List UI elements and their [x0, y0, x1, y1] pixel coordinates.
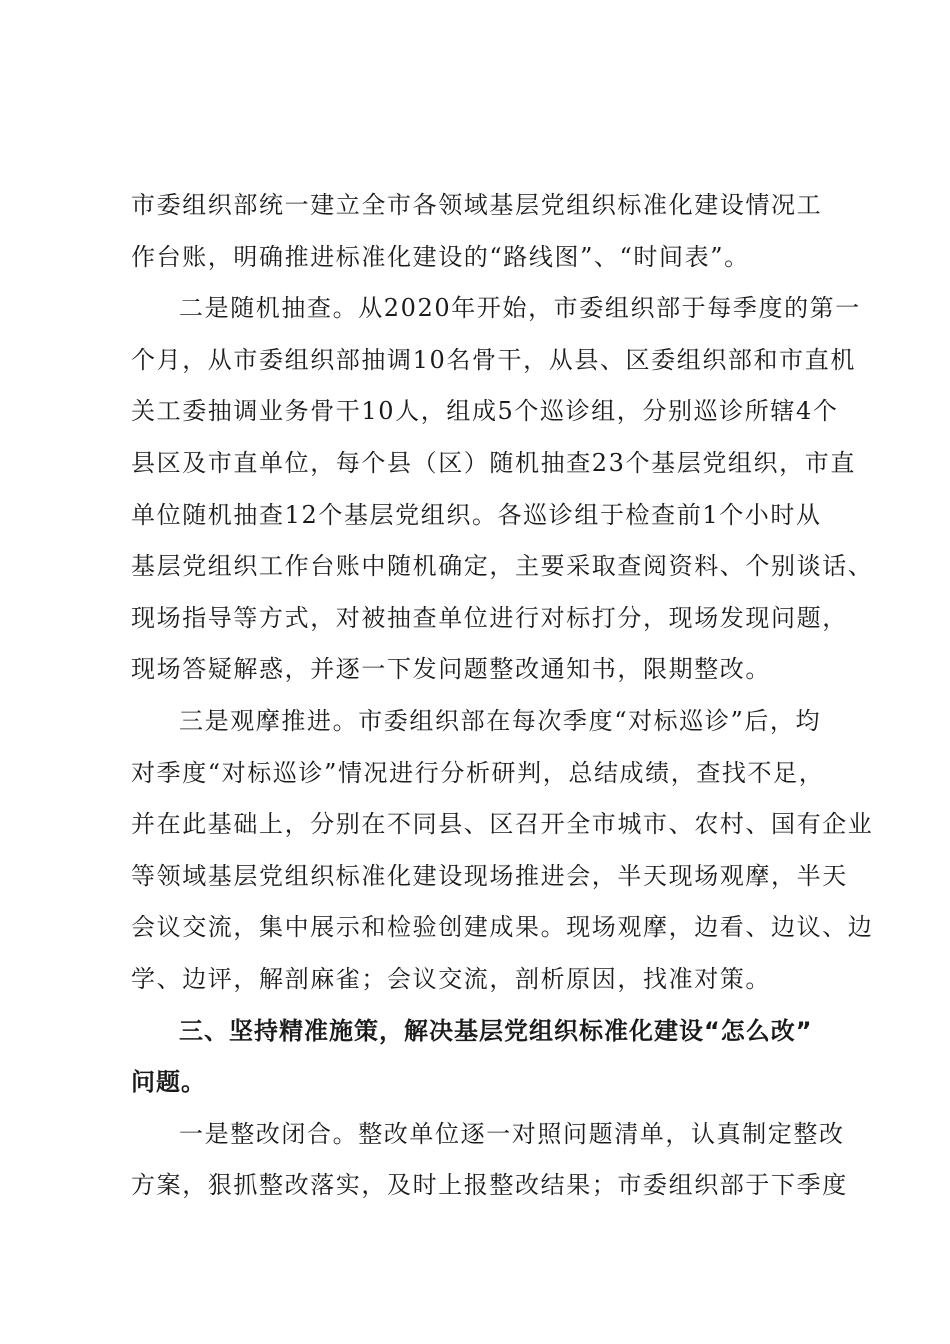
paragraph-line: 对季度“对标巡诊”情况进行分析研判，总结成绩，查找不足， [131, 758, 825, 787]
paragraph-line: 并在此基础上，分别在不同县、区召开全市城市、农村、国有企业 [131, 810, 874, 839]
paragraph-line: 会议交流，集中展示和检验创建成果。现场观摩，边看、边议、边 [131, 913, 874, 942]
paragraph-line: 个月，从市委组织部抽调10名骨干，从县、区委组织部和市直机 [131, 345, 856, 374]
paragraph-line: 三是观摩推进。市委组织部在每次季度“对标巡诊”后，均 [179, 706, 822, 735]
section-heading: 三、坚持精准施策，解决基层党组织标准化建设“怎么改” [179, 1016, 813, 1045]
paragraph-line: 现场指导等方式，对被抽查单位进行对标打分，现场发现问题， [131, 603, 848, 632]
paragraph-line: 一是整改闭合。整改单位逐一对照问题清单，认真制定整改 [179, 1119, 845, 1148]
paragraph-line: 现场答疑解惑，并逐一下发问题整改通知书，限期整改。 [131, 655, 771, 684]
paragraph-line: 单位随机抽查12个基层党组织。各巡诊组于检查前1个小时从 [131, 500, 822, 529]
paragraph-line: 市委组织部统一建立全市各领域基层党组织标准化建设情况工 [131, 191, 823, 219]
section-heading: 问题。 [131, 1068, 206, 1097]
paragraph-line: 基层党组织工作台账中随机确定，主要采取查阅资料、个别谈话、 [131, 552, 874, 581]
document-body [131, 180, 874, 1212]
paragraph-line: 等领域基层党组织标准化建设现场推进会，半天现场观摩，半天 [131, 861, 848, 890]
paragraph-line: 县区及市直单位，每个县（区）随机抽查23个基层党组织，市直 [131, 448, 856, 477]
paragraph-line: 学、边评，解剖麻雀；会议交流，剖析原因，找准对策。 [131, 964, 771, 993]
paragraph-line: 作台账，明确推进标准化建设的“路线图”、“时间表”。 [131, 242, 750, 271]
paragraph-line: 方案，狠抓整改落实，及时上报整改结果；市委组织部于下季度 [131, 1171, 848, 1200]
paragraph-line: 二是随机抽查。从2020年开始，市委组织部于每季度的第一 [179, 294, 861, 323]
paragraph-line: 关工委抽调业务骨干10人，组成5个巡诊组，分别巡诊所辖4个 [131, 397, 839, 426]
